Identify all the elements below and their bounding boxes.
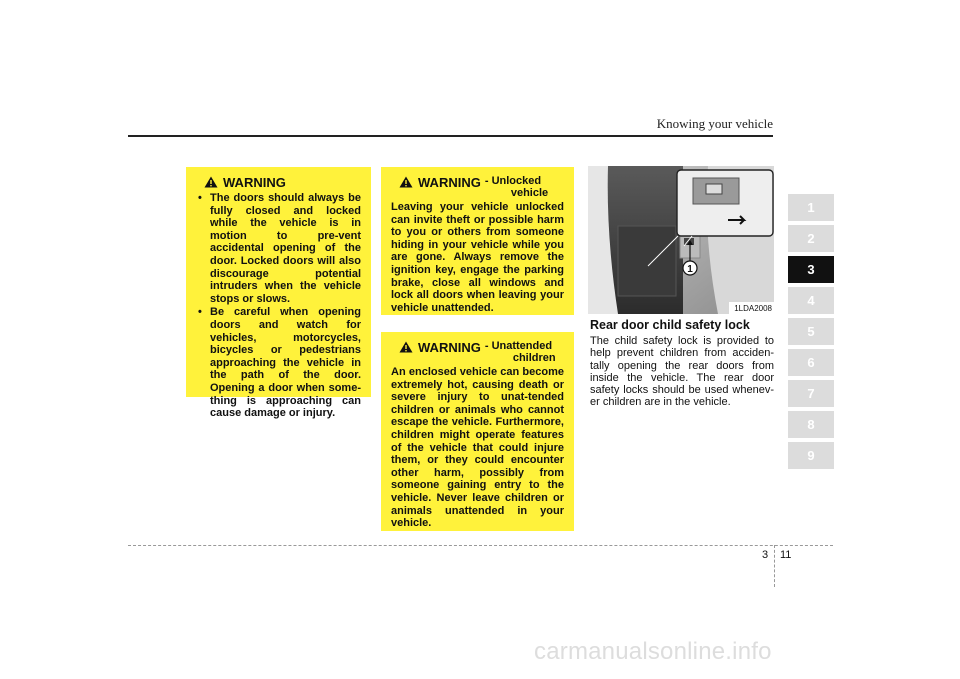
chapter-tabs	[788, 194, 834, 473]
chapter-tab-5[interactable]: 5	[788, 318, 834, 345]
page-chapter-number: 3	[762, 549, 769, 561]
warning-box-unattended-children	[381, 332, 574, 531]
warning-subtitle-line2: children	[512, 352, 556, 364]
chapter-tab-6[interactable]: 6	[788, 349, 834, 376]
figure-code: 1LDA2008	[734, 304, 772, 313]
chapter-tab-2[interactable]: 2	[788, 225, 834, 252]
warning-bullet-list	[196, 192, 361, 420]
footer-vertical-rule	[774, 545, 775, 587]
warning-bullet: • Be careful when opening doors and watch for vehicles, motorcycles, bicycles or pedestrians approaching the vehicle in the path of the door. Opening a door when some-thing is approaching can cause damage or injury.	[196, 306, 361, 419]
warning-triangle-icon	[204, 176, 218, 188]
warning-subtitle-line1: - Unlocked	[484, 175, 542, 187]
warning-heading	[399, 340, 564, 364]
warning-box-doors	[186, 167, 371, 420]
section-title: Rear door child safety lock	[590, 318, 750, 332]
warning-bullet: • The doors should always be fully closed and locked while the vehicle is in motion to pre-vent accidental opening of the door. Locked doors will also discourage potential intruders when the vehicle stops or slows.	[196, 192, 361, 305]
chapter-tab-1[interactable]: 1	[788, 194, 834, 221]
rear-door-illustration	[588, 166, 774, 314]
warning-body: An enclosed vehicle can become extremely hot, causing death or severe injury to unat-tended children or animals who cannot escape the vehicle. Furthermore, children might operate features of the vehicle that could injure them, or they could encounter other harm, possibly from someone gaining entry to the vehicle. Never leave children or animals unattended in your vehicle.	[391, 366, 564, 530]
page-number: 11	[780, 549, 792, 561]
callout-number: 1	[687, 264, 693, 275]
header-title: Knowing your vehicle	[656, 116, 773, 131]
warning-subtitle	[485, 340, 556, 364]
rear-door-photo	[588, 166, 774, 314]
warning-body: Leaving your vehicle unlocked can invite theft or possible harm to you or others from someone hiding in your vehicle while you are gone. Always remove the ignition key, engage the parking brake, close all windows and lock all doors when leaving your vehicle unattended.	[391, 201, 564, 314]
section-body: The child safety lock is provided to help prevent children from acciden-tally opening the rear doors from inside the vehicle. The rear door safety locks should be used whenev-er children are in the vehicle.	[590, 335, 774, 409]
warning-subtitle	[485, 175, 548, 199]
warning-subtitle-line1: - Unattended	[484, 340, 553, 352]
warning-title: WARNING	[418, 340, 481, 355]
chapter-tab-3[interactable]: 3	[788, 256, 834, 283]
warning-subtitle-line2: vehicle	[510, 187, 549, 199]
warning-heading	[399, 175, 564, 199]
chapter-tab-9[interactable]: 9	[788, 442, 834, 469]
warning-title: WARNING	[418, 175, 481, 190]
chapter-tab-8[interactable]: 8	[788, 411, 834, 438]
chapter-tab-7[interactable]: 7	[788, 380, 834, 407]
header-rule	[128, 135, 773, 137]
warning-heading	[204, 175, 361, 190]
watermark: carmanualsonline.info	[534, 638, 772, 665]
footer-rule	[128, 545, 833, 546]
warning-triangle-icon	[399, 341, 413, 353]
chapter-tab-4[interactable]: 4	[788, 287, 834, 314]
warning-box-unlocked-vehicle	[381, 167, 574, 315]
warning-title: WARNING	[223, 175, 286, 190]
warning-triangle-icon	[399, 176, 413, 188]
